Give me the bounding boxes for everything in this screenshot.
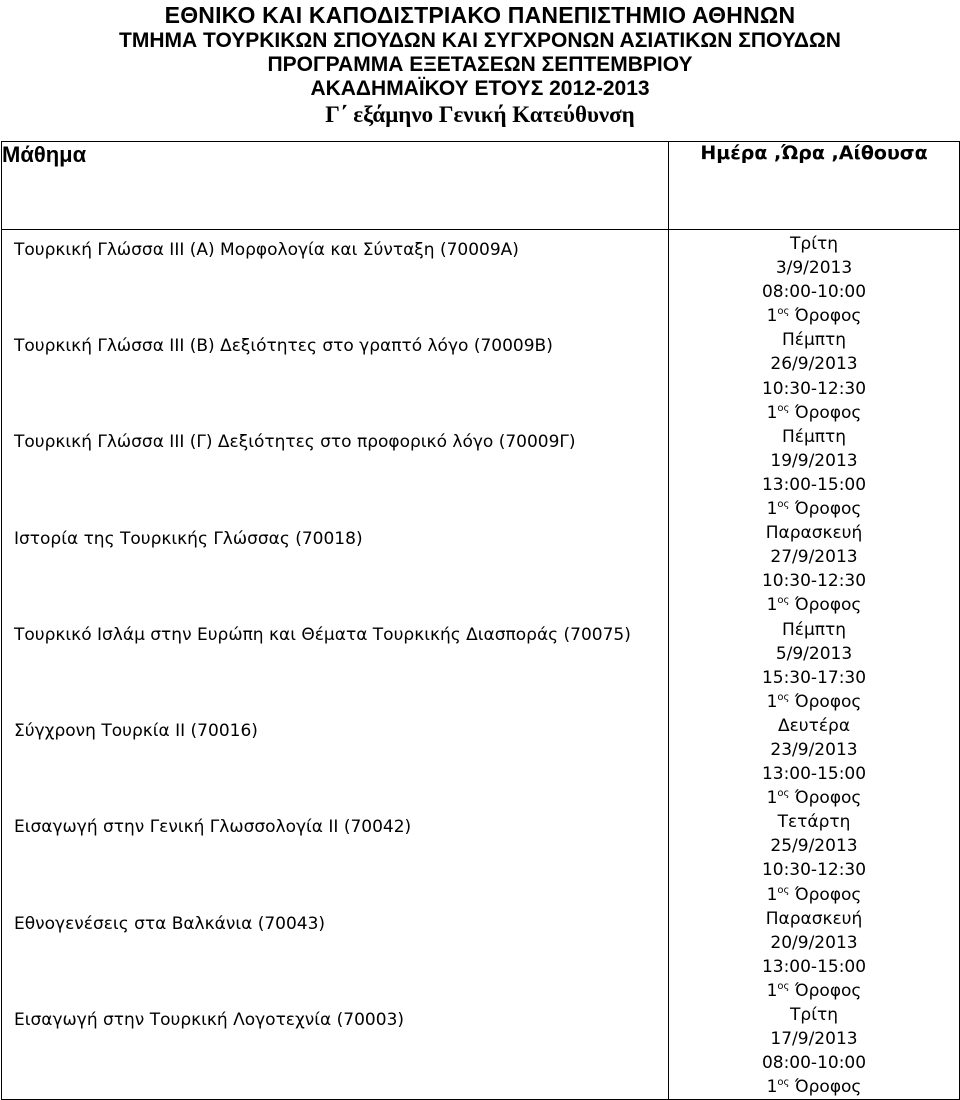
exam-time: 13:00-15:00 bbox=[761, 764, 867, 785]
course-name: Εισαγωγή στην Γενική Γλωσσολογία ΙΙ (70042) bbox=[14, 817, 412, 837]
column-header-when: Ημέρα ,Ώρα ,Αίθουσα bbox=[669, 142, 960, 230]
exam-room: $1^{o\varsigma}$ Όροφος bbox=[766, 402, 862, 423]
exam-day: Πέμπτη bbox=[781, 619, 847, 640]
exam-time: 13:00-15:00 bbox=[761, 956, 867, 977]
course-name: Σύγχρονη Τουρκία ΙΙ (70016) bbox=[14, 721, 258, 741]
academic-year: ΑΚΑΔΗΜΑΪΚΟΥ ΕΤΟΥΣ 2012-2013 bbox=[310, 77, 650, 100]
semester-title: Γ΄ εξάμηνο Γενική Κατεύθυνση bbox=[325, 102, 635, 127]
exam-date: 27/9/2013 bbox=[770, 547, 858, 568]
course-name: Τουρκική Γλώσσα ΙΙΙ (Β) Δεξιότητες στο γραπτό λόγο (70009Β) bbox=[14, 336, 553, 356]
column-header-course: Μάθημα bbox=[2, 142, 669, 230]
exam-time: 10:30-12:30 bbox=[761, 378, 867, 399]
program-title: ΠΡΟΓΡΑΜΜΑ ΕΞΕΤΑΣΕΩΝ ΣΕΠΤΕΜΒΡΙΟΥ bbox=[267, 53, 693, 76]
exam-time: 13:00-15:00 bbox=[761, 474, 867, 495]
exam-date: 20/9/2013 bbox=[770, 932, 858, 953]
exam-room: $1^{o\varsigma}$ Όροφος bbox=[766, 306, 862, 327]
exam-day: Τετάρτη bbox=[777, 812, 851, 833]
exam-room: $1^{o\varsigma}$ Όροφος bbox=[766, 691, 862, 712]
exam-day: Παρασκευή bbox=[765, 523, 863, 544]
exam-time: 08:00-10:00 bbox=[761, 1053, 867, 1074]
document-header bbox=[0, 0, 960, 129]
course-name: Εισαγωγή στην Τουρκική Λογοτεχνία (70003) bbox=[14, 1010, 405, 1030]
exam-date: 26/9/2013 bbox=[770, 354, 858, 375]
course-name: Τουρκική Γλώσσα ΙΙΙ (Α) Μορφολογία και Σύνταξη (70009Α) bbox=[14, 240, 519, 260]
schedule-slots bbox=[669, 230, 959, 1099]
exam-date: 17/9/2013 bbox=[770, 1029, 858, 1050]
exam-day: Δευτέρα bbox=[777, 715, 851, 736]
courses-cell bbox=[2, 230, 669, 1100]
exam-time: 15:30-17:30 bbox=[761, 667, 867, 688]
table-header-row bbox=[2, 142, 960, 230]
exam-date: 5/9/2013 bbox=[775, 643, 853, 664]
exam-date: 3/9/2013 bbox=[775, 258, 853, 279]
exam-date: 19/9/2013 bbox=[770, 450, 858, 471]
exam-day: Πέμπτη bbox=[781, 426, 847, 447]
exam-room: $1^{o\varsigma}$ Όροφος bbox=[766, 884, 862, 905]
exam-time: 10:30-12:30 bbox=[761, 860, 867, 881]
university-title: ΕΘΝΙΚΟ ΚΑΙ ΚΑΠΟΔΙΣΤΡΙΑΚΟ ΠΑΝΕΠΙΣΤΗΜΙΟ ΑΘΗΝΩΝ bbox=[164, 2, 796, 28]
course-name: Εθνογενέσεις στα Βαλκάνια (70043) bbox=[14, 914, 326, 934]
exam-day: Πέμπτη bbox=[781, 330, 847, 351]
course-name: Τουρκικό Ισλάμ στην Ευρώπη και Θέματα Τουρκικής Διασποράς (70075) bbox=[14, 625, 631, 645]
exam-room: $1^{o\varsigma}$ Όροφος bbox=[766, 1077, 862, 1098]
exam-room: $1^{o\varsigma}$ Όροφος bbox=[766, 788, 862, 809]
department-title: ΤΜΗΜΑ ΤΟΥΡΚΙΚΩΝ ΣΠΟΥΔΩΝ ΚΑΙ ΣΥΓΧΡΟΝΩΝ ΑΣΙΑΤΙΚΩΝ ΣΠΟΥΔΩΝ bbox=[119, 29, 841, 52]
schedule-cell bbox=[669, 230, 960, 1100]
schedule-table bbox=[1, 141, 960, 1100]
exam-day: Τρίτη bbox=[790, 1005, 838, 1025]
exam-time: 08:00-10:00 bbox=[761, 282, 867, 303]
exam-room: $1^{o\varsigma}$ Όροφος bbox=[766, 980, 862, 1001]
exam-time: 10:30-12:30 bbox=[761, 571, 867, 592]
course-name: Τουρκική Γλώσσα ΙΙΙ (Γ) Δεξιότητες στο προφορικό λόγο (70009Γ) bbox=[14, 432, 576, 452]
exam-room: $1^{o\varsigma}$ Όροφος bbox=[766, 595, 862, 616]
course-name: Ιστορία της Τουρκικής Γλώσσας (70018) bbox=[14, 529, 363, 549]
exam-date: 25/9/2013 bbox=[770, 836, 858, 857]
exam-date: 23/9/2013 bbox=[770, 739, 858, 760]
exam-day: Τρίτη bbox=[790, 234, 838, 254]
table-body-row bbox=[2, 230, 960, 1100]
exam-day: Παρασκευή bbox=[765, 908, 863, 929]
exam-room: $1^{o\varsigma}$ Όροφος bbox=[766, 499, 862, 520]
